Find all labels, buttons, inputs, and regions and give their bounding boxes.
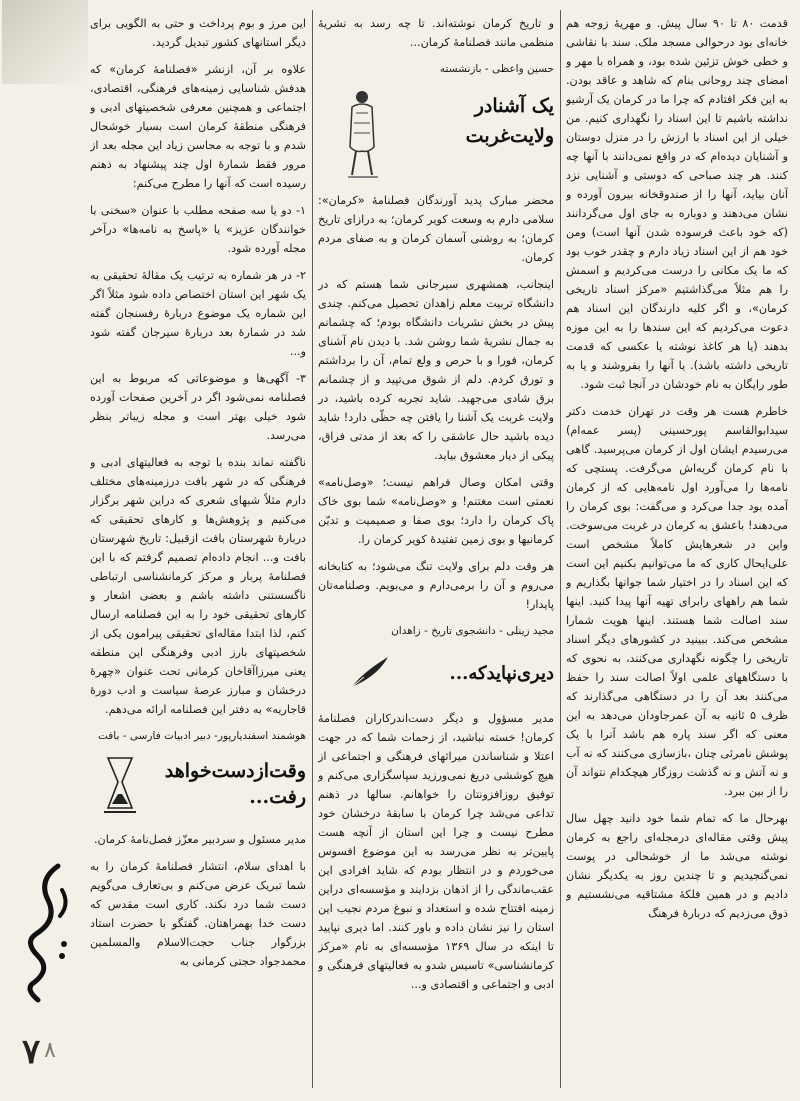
paragraph: بهرحال ما که تمام شما خود دانید چهل سال پیش وقتی مقاله‌ای درمجله‌ای راجع به کرمان نوشته می‌شد ما از خوشحالی در پوست نمی‌گنجیدیم و تا چندین روز به یکدیگر نشان دادیم و در همین فلکهٔ مشتاقیه می‌نشستیم و ذوق می‌زدیم که دربارهٔ فرهنگ	[566, 812, 788, 920]
photo-fragment	[2, 0, 88, 84]
paragraph: با اهدای سلام، انتشار فصلنامهٔ کرمان را به شما تبریک عرض می‌کنم و بی‌تعارف می‌گویم دست شما درد نکند. کاری است مقدس که دست خدا بهمراهتان. گفتگو با حضرت استاد بزرگوار جناب حجت‌الاسلام والمسلمین محمدجواد حجتی کرمانی به	[90, 860, 306, 968]
paragraph: وقتی امکان وصال فراهم نیست؛ «وصل‌نامه» نعمتی است مغتنم! و «وصل‌نامه» شما بوی خاک پاک کرمان را دارد؛ بوی صفا و صمیمیت و تدیّن کرمانیها و بوی زمین تفتیدهٔ کویر کرمان را.	[318, 476, 554, 546]
author-line: هوشمند اسفندیارپور- دبیر ادبیات فارسی - بافت	[97, 730, 306, 742]
headline-title: یک آشنادر ولایت‌غربت	[465, 95, 554, 147]
headline-title: دیری‌نپایدکه...	[449, 663, 554, 684]
paragraph: محضر مبارک پدید آورندگان فصلنامهٔ «کرمان»: سلامی دارم به وسعت کویر کرمان؛ به درازای تاریخ کرمان؛ به روشنی آسمان کرمان و به صفای مردم کرمان.	[318, 194, 554, 264]
column-left	[90, 14, 306, 1086]
paragraph: هر وقت دلم برای ولایت تنگ می‌شود؛ به کتابخانه می‌روم و آن را برمی‌دارم و می‌بویم. وصلنامه‌تان پایدار!	[318, 560, 554, 611]
paragraph: مدیر مسؤول و دیگر دست‌اندرکاران فصلنامهٔ کرمان! خسته نباشید، از زحمات شما که در جهت اعتلا و شناساندن میراثهای فرهنگی و اجتماعی از هیچ کوششی دریغ نمی‌ورزید سپاسگزاری می‌کنم و توفیق روزافزونتان را خواهانم. سالها در ذهنم تداعی می‌شد چرا کرمان با سابقهٔ درخشان خود مطرح نیست و چرا این استان از آنچه هست پایین‌تر به نظر می‌رسد به این موضوع افسوس می‌خوردم و در انتظار بودم که شاید افرادی این عقب‌ماندگی را از اذهان بزدایند و مؤسسه‌ای دراین زمینه افتتاح شده و استعداد و نبوغ مردم نجیب این استان را نیز نشان داده و باور کنند. اما دیری نپایید تا اینکه در سال ۱۳۶۹ مؤسسه‌ای به نام «مرکز کرمانشناسی» تاسیس شدو به فعالیتهای فرهنگی و ادبی و اجتماعی و اقتصادی و...	[318, 712, 554, 991]
headline-title: وقت‌ازدست‌خواهد رفت...	[164, 760, 306, 808]
column-divider	[312, 10, 313, 1088]
column-middle	[318, 14, 554, 1086]
author-line: مجید زینلی - دانشجوی تاریخ - زاهدان	[391, 625, 554, 637]
paragraph: قدمت ۸۰ تا ۹۰ سال پیش. و مهریهٔ زوجه هم خانه‌ای بود درحوالی مسجد ملک. سند با نقاشی و خطی خوش تزئین شده بود، و همراه با مهر و امضای چند روحانی بنام که شاهد و عاقد بودن. به این فکر افتادم که چرا ما در کرمان یک آرشیو نداشته باشیم تا این اسناد را نگهداری کنیم. من خیلی از این اسناد با ارزش را در منزل دوستان و آشنایان دیده‌ام که در واقع نمی‌دانند با آنها چه کنند. هر چند صباحی که دوستی و آشنایی نزد آنان بیاید، آنها را از صندوقخانه بیرون آورده و نشان می‌دهند و دوباره به جای اول می‌گردانند (که خود باعث فرسوده شدن آنها است) ومن خود هم از این اسناد زیاد دارم و چقدر خوب بود که ما یک مکانی را درست می‌کردیم و اسمش را هم مثلاً می‌گذاشتیم «مرکز اسناد تاریخی کرمان»، و اگر کلیه دارندگان این اسناد هم دعوت می‌کردیم که این سندها را به این موزه بدهند (یا هر کاغذ نوشته یا عکسی که قدمت تاریخی داشته باشد). یا آنها را بفروشند و یا به طور رایگان به نام خودشان در آنجا ثبت شود.	[566, 17, 788, 391]
article-headline	[90, 754, 306, 820]
paragraph: ۱- دو یا سه صفحه مطلب با عنوان «سخنی با خوانندگان عزیز» یا «پاسخ به نامه‌ها» درآخر مجله آورده شود.	[90, 204, 306, 255]
paragraph: ۲- در هر شماره به ترتیب یک مقالهٔ تحقیقی به یک شهر این استان اختصاص داده شود مثلاً اگر این شماره یک موضوع دربارهٔ رفسنجان گفته شد در شمارهٔ بعد دربارهٔ سیرجان گفته شود و...	[90, 269, 306, 358]
feather-icon	[348, 653, 392, 691]
paragraph: اینجانب، همشهری سیرجانی شما هستم که در دانشگاه تربیت معلم زاهدان تحصیل می‌کنم. چندی پیش در بخش نشریات دانشگاه بودم؛ که چشمانم به جمال نشریهٔ شما روشن شد. با دیدن نام آشنای کرمان، فورا و با حرص و ولع تمام، آن را برداشتم و تورق کردم. دلم از شوق می‌تپید و از چشمانم برق شادی می‌جهید. شاید تجربه کرده باشید، در ولایت غربت یک آشنا را یافتن چه حظّی دارد! شاید دیده باشید حال عاشقی را که بعد از مدتی فراق، پیکی از دیار معشوق بیاید.	[318, 278, 554, 462]
paragraph: مدیر مسئول و سردبیر معزّز فصل‌نامهٔ کرمان.	[93, 833, 306, 846]
traveler-figure-icon	[338, 87, 384, 181]
author-line: حسین واعظی - بازنشسته	[439, 63, 554, 75]
paragraph: ۳- آگهی‌ها و موضوعاتی که مربوط به این فصلنامه نمی‌شود اگر در آخرین صفحات آورده شود خیلی بهتر است و مجله زیباتر بنظر می‌رسد.	[90, 372, 306, 442]
article-headline	[318, 87, 554, 183]
page-number-secondary: ۸	[44, 1038, 56, 1063]
magazine-logo	[18, 860, 76, 1010]
hourglass-hand-icon	[100, 754, 140, 816]
paragraph: علاوه بر آن، ازنشر «فصلنامهٔ کرمان» که هدفش شناسایی زمینه‌های فرهنگی، اقتصادی، اجتماعی و همچنین معرفی شخصیتهای ادبی و فرهنگی منطقهٔ کرمان است بسیار خوشحال شدم و با توجه به محاسن زیاد این مجله بعد از مرور فقط شمارهٔ اول چند پیشنهاد به ذهنم رسیده است که آنها را مطرح می‌کنم:	[90, 63, 306, 190]
paragraph: خاطرم هست هر وقت در تهران خدمت دکتر سیدابوالقاسم پورحسینی (پسر عمه‌ام) می‌رسیدم ایشان اول از کرمان می‌پرسید. گاهی با نام کرمان گریه‌اش می‌گرفت. پستچی که نامه‌ها را می‌آورد اول نامه‌هایی که از کرمان آمده بود جدا می‌کرد و می‌گفت: بوی کرمان را می‌دهند! باعشق به کرمان در غربت می‌سوخت. واین در شعرهایش کاملاً مشخص است علی‌ایحال کاری که ما می‌توانیم بکنیم این است که این اسناد را در اختیار شما جوانها بگذاریم و شما هم راههای رابرای تهیه آنها پیدا کنید. اینها سند اصالت شما هستند. اینها هویت شمارا مشخص می‌کند. ببینید در کشورهای دیگر اسناد تاریخی را چگونه نگهداری می‌کنند، به نحوی که با دستگاههای علمی اولاً اصالت سند را حفظ می‌کنند بعد آن را در دستگاهی می‌گذارند که ظرف ۵ ثانیه به آن عمرجاودان می‌دهد به این معنی که اگر سند پاره هم باشد آنرا با یک پوشش نامرئی چنان ،بازسازی می‌کنند که نه آب و نه آتش و نه گذشت روزگار هیچکدام نتواند آن را از بین ببرد.	[566, 405, 788, 798]
column-right	[566, 14, 788, 1086]
paragraph: ناگفته نماند بنده با توجه به فعالیتهای ادبی و فرهنگی که در شهر بافت درزمینه‌های مختلف دارم مثلاً شبهای شعری که دراین شهر برگزار می‌کنیم و پژوهش‌ها و کارهای تحقیقی که دربارهٔ شهرستان بافت ازقبیل: تاریخ شهرستان بافت و... انجام داده‌ام تصمیم گرفتم که با این فصلنامهٔ پربار و مرکز کرمانشناسی ارتباطی ناگسستنی داشته باشم و بعضی اشعار و کارهای تحقیقی خود را به این فصلنامه ارسال کنم، لذا ابتدا مقاله‌ای تحقیقی پیرامون یکی از شخصیتهای بارز ادبی وفرهنگی این منطقه یعنی میرزاآقاخان کرمانی تحت عنوان «چهرهٔ درخشان و مبارز عرصهٔ سیاست و ادب دورهٔ قاجاریه» به دفتر این فصلنامه ارائه می‌دهم.	[90, 456, 306, 716]
page-number: ۷	[22, 1032, 41, 1072]
article-headline	[318, 649, 554, 699]
paragraph: این مرز و بوم پرداخت و حتی به الگویی برای دیگر استانهای کشور تبدیل گردید.	[90, 17, 306, 49]
paragraph: و تاریخ کرمان نوشته‌اند. تا چه رسد به نشریهٔ منظمی مانند فصلنامهٔ کرمان...	[318, 17, 554, 49]
column-divider	[560, 10, 561, 1088]
